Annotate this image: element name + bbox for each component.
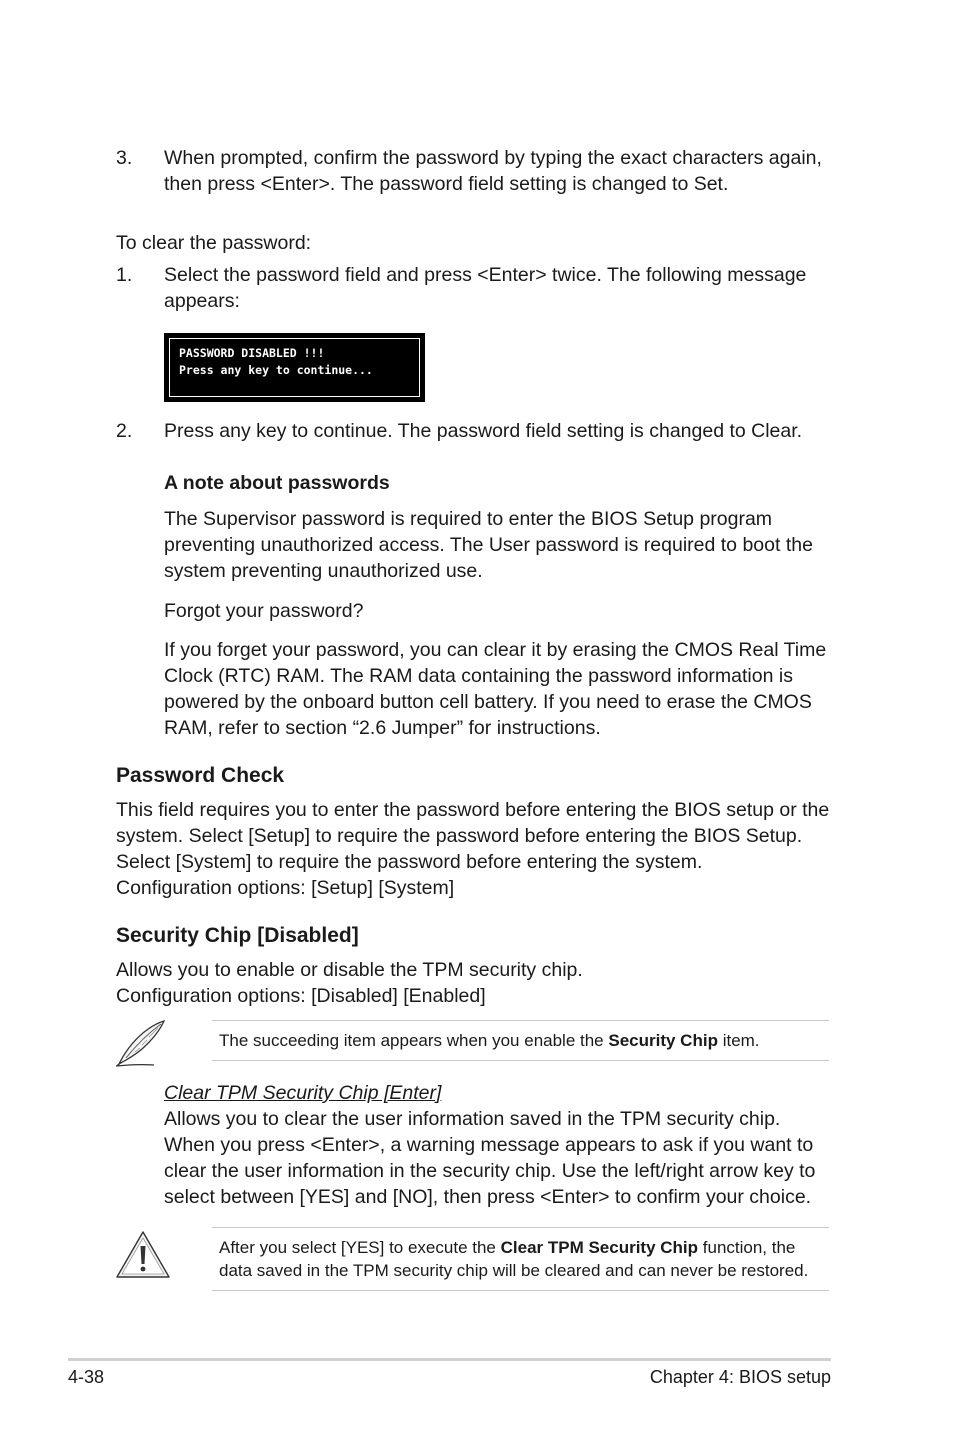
pen-note-icon xyxy=(114,1018,170,1068)
warning-text-after: function, the xyxy=(698,1238,796,1257)
text-line: system preventing unauthorized use. xyxy=(164,560,483,582)
text-line: Allows you to clear the user information saved in the TPM security chip. xyxy=(164,1108,781,1130)
divider xyxy=(212,1290,829,1291)
warning-text-bold: Clear TPM Security Chip xyxy=(500,1238,699,1257)
clear-tpm-heading: Clear TPM Security Chip [Enter] xyxy=(164,1082,442,1104)
chapter-title: Chapter 4: BIOS setup xyxy=(649,1367,831,1387)
clear-tpm-body xyxy=(164,1106,815,1210)
text-line: If you forget your password, you can clear it by erasing the CMOS Real Time xyxy=(164,639,827,661)
text-line: The Supervisor password is required to enter the BIOS Setup program xyxy=(164,508,773,530)
security-chip-body xyxy=(116,957,583,1009)
note-passwords-para1 xyxy=(164,506,813,584)
text-line: Allows you to enable or disable the TPM security chip. xyxy=(116,959,583,981)
text-line: powered by the onboard button cell battery. If you need to erase the CMOS xyxy=(164,691,812,713)
text-line: appears: xyxy=(164,290,240,312)
step3-text xyxy=(164,145,822,197)
forgot-password: Forgot your password? xyxy=(164,600,364,622)
security-chip-heading: Security Chip [Disabled] xyxy=(116,924,359,947)
page-number: 4-38 xyxy=(68,1367,105,1387)
clear-step2-text: Press any key to continue. The password field setting is changed to Clear. xyxy=(164,420,803,442)
note-passwords-title: A note about passwords xyxy=(164,472,390,494)
note1-text-bold: Security Chip xyxy=(608,1031,718,1050)
clear-step1-text xyxy=(164,262,806,314)
text-line: Clock (RTC) RAM. The RAM data containing the password information is xyxy=(164,665,793,687)
bios-message-box xyxy=(164,333,425,402)
footer-rule xyxy=(68,1358,831,1361)
password-check-heading: Password Check xyxy=(116,764,285,787)
note1-text xyxy=(219,1029,760,1052)
password-check-body xyxy=(116,797,829,901)
text-line: Configuration options: [Setup] [System] xyxy=(116,877,455,899)
text-line: then press <Enter>. The password field setting is changed to Set. xyxy=(164,173,729,195)
step-number: 3. xyxy=(116,147,133,169)
text-line xyxy=(219,1236,808,1259)
message-line: Press any key to continue... xyxy=(179,363,373,377)
text-line: When you press <Enter>, a warning message appears to ask if you want to xyxy=(164,1134,814,1156)
message-line: PASSWORD DISABLED !!! xyxy=(179,346,325,360)
text-line: When prompted, confirm the password by typing the exact characters again, xyxy=(164,147,822,169)
step-number: 2. xyxy=(116,420,133,442)
text-line: clear the user information in the security chip. Use the left/right arrow key to xyxy=(164,1160,816,1182)
note1-text-before: The succeeding item appears when you enable the xyxy=(219,1031,609,1050)
text-line: select between [YES] and [NO], then press <Enter> to confirm your choice. xyxy=(164,1186,812,1208)
text-line: Configuration options: [Disabled] [Enabled] xyxy=(116,985,486,1007)
text-line: Select [System] to require the password before entering the system. xyxy=(116,851,703,873)
text-line: This field requires you to enter the password before entering the BIOS setup or the xyxy=(116,799,830,821)
divider xyxy=(212,1227,829,1228)
text-line: system. Select [Setup] to require the password before entering the BIOS Setup. xyxy=(116,825,803,847)
warning-triangle-icon xyxy=(114,1229,172,1281)
text-line: preventing unauthorized access. The User password is required to boot the xyxy=(164,534,813,556)
note1-text-after: item. xyxy=(717,1031,760,1050)
divider xyxy=(212,1020,829,1021)
note-passwords-para2 xyxy=(164,637,826,741)
divider xyxy=(212,1060,829,1061)
text-line: data saved in the TPM security chip will be cleared and can never be restored. xyxy=(219,1261,809,1280)
step-number: 1. xyxy=(116,264,133,286)
text-line: Select the password field and press <Enter> twice. The following message xyxy=(164,264,807,286)
text-line: RAM, refer to section “2.6 Jumper” for instructions. xyxy=(164,717,601,739)
clear-intro: To clear the password: xyxy=(116,232,312,254)
message-box-text xyxy=(179,345,373,379)
warning-text xyxy=(219,1236,808,1282)
warning-text-before: After you select [YES] to execute the xyxy=(219,1238,501,1257)
